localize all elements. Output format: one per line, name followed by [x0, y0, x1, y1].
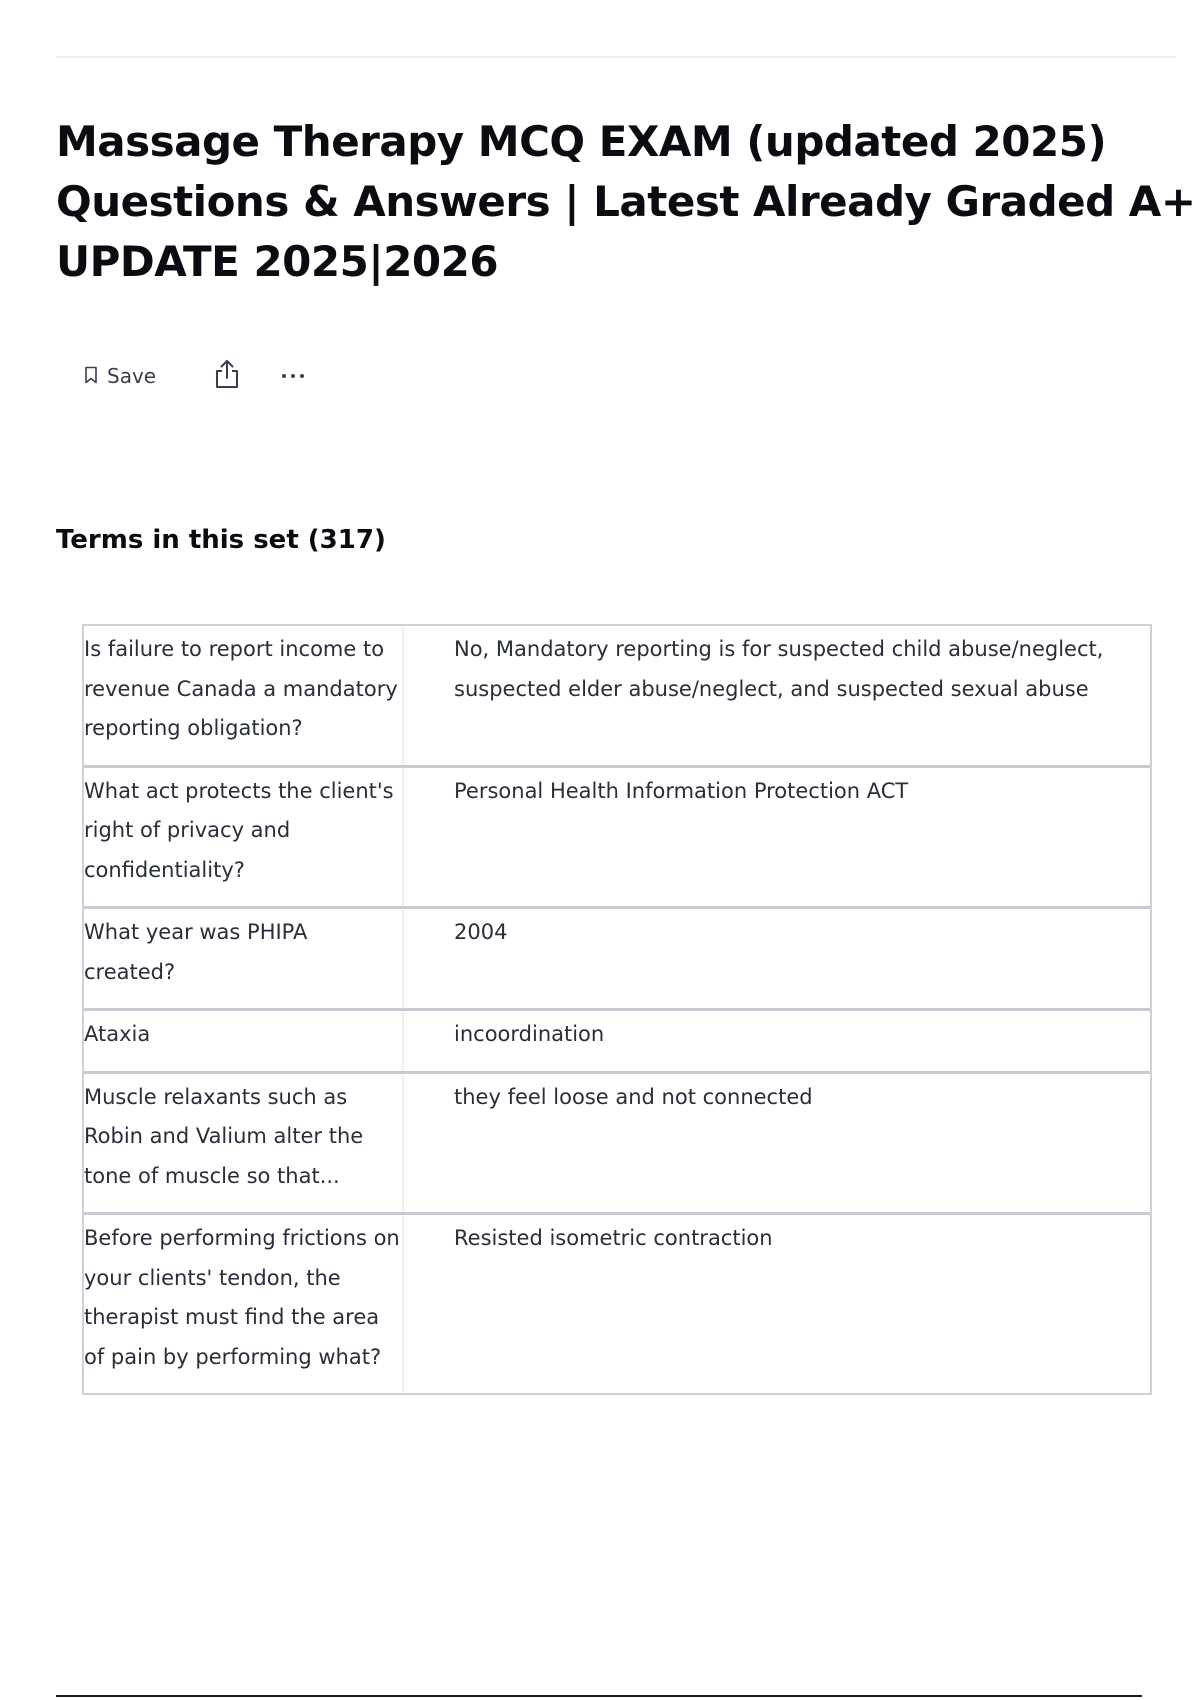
term-text: Is failure to report income to revenue Canada a mandatory reporting obligation? — [84, 626, 404, 765]
term-text: What year was PHIPA created? — [84, 909, 404, 1008]
bookmark-icon — [84, 366, 98, 387]
page-title — [56, 112, 1196, 292]
term-card — [84, 1071, 1150, 1213]
more-horizontal-icon — [282, 374, 286, 378]
term-card — [84, 1212, 1150, 1393]
term-text: Muscle relaxants such as Robin and Valium alter the tone of muscle so that... — [84, 1074, 404, 1213]
definition-text: No, Mandatory reporting is for suspected child abuse/neglect, suspected elder abuse/neglect, and suspected sexual abuse — [454, 637, 1104, 701]
definition-text: incoordination — [454, 1022, 605, 1046]
more-dot — [291, 374, 295, 378]
top-divider — [56, 56, 1176, 58]
term-card — [84, 765, 1150, 907]
term-card — [84, 626, 1150, 765]
definition-text: Resisted isometric contraction — [454, 1226, 773, 1250]
term-card — [84, 1008, 1150, 1071]
title-line-3: UPDATE 2025|2026 — [56, 237, 499, 286]
share-icon — [214, 359, 240, 394]
term-card — [84, 906, 1150, 1008]
share-button[interactable] — [212, 360, 242, 392]
save-label: Save — [107, 364, 157, 388]
terms-table — [82, 624, 1152, 1395]
title-line-1: Massage Therapy MCQ EXAM (updated 2025) — [56, 117, 1107, 166]
definition-text: Personal Health Information Protection ACT — [454, 778, 909, 803]
terms-count-heading: Terms in this set (317) — [56, 525, 386, 555]
term-text: Before performing frictions on your clients' tendon, the therapist must find the area of pain by performing what? — [84, 1215, 404, 1393]
more-options-button[interactable] — [282, 360, 304, 392]
term-text: What act protects the client's right of privacy and confidentiality? — [84, 768, 404, 907]
more-dot — [300, 374, 304, 378]
definition-text: 2004 — [454, 920, 508, 944]
term-text: Ataxia — [84, 1011, 404, 1071]
save-button[interactable] — [84, 364, 156, 388]
definition-text: they feel loose and not connected — [454, 1084, 813, 1109]
bottom-divider — [56, 1695, 1142, 1697]
title-line-2: Questions & Answers | Latest Already Graded A+ — [56, 177, 1196, 226]
set-actions-toolbar — [84, 360, 304, 392]
